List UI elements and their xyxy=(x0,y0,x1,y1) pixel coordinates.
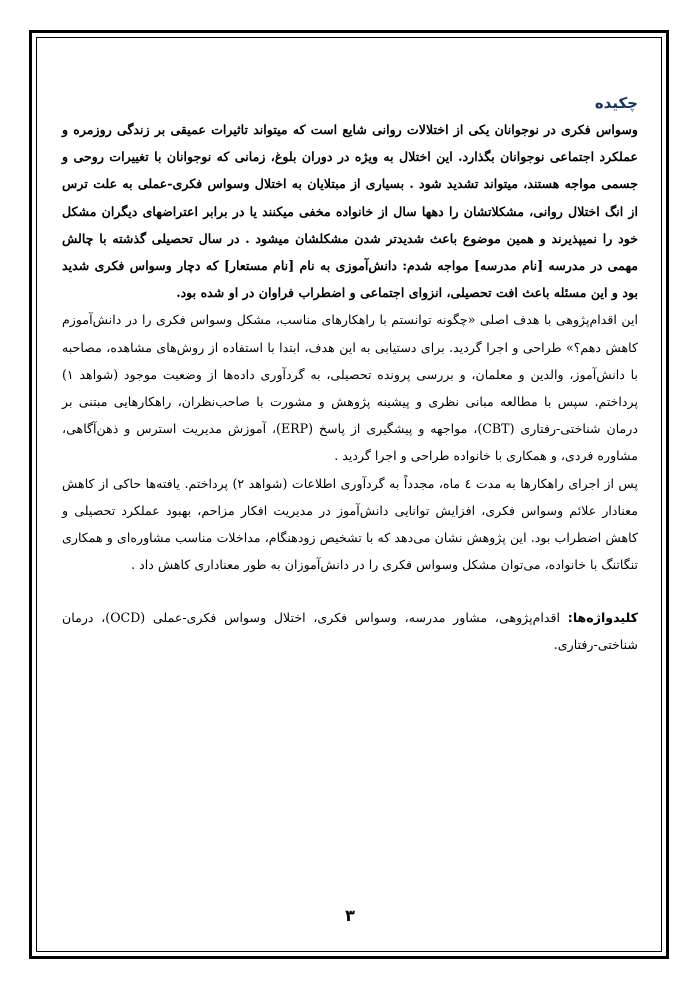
abstract-paragraph-1: وسواس فکری در نوجوانان یکی از اختلالات روانی شایع است که میتواند تاثیرات عمیقی بر زندگی روزمره و عملکرد اجتماعی نوجوانان بگذارد. این اختلال به ویژه در دوران بلوغ، زمانی که نوجوانان با تغییرات روحی و جسمی مواجه هستند، میتواند تشدید شود . بسیاری از مبتلایان به اختلال وسواس فکری-عملی به علت ترس از انگ اختلال روانی، مشکلاتشان را دهها سال از خانواده مخفی میکنند یا در برابر اعتراضهای دیگران مشکل خود را نمیپذیرند و همین موضوع باعث شدیدتر شدن مشکلشان میشود . در سال تحصیلی گذشته با چالش مهمی در مدرسه [نام مدرسه] مواجه شدم: دانش‌آموزی به نام [نام مستعار] که دچار وسواس فکری شدید بود و این مسئله باعث افت تحصیلی، انزوای اجتماعی و اضطراب فراوان در او شده بود. xyxy=(62,122,638,301)
abstract-heading: چکیده xyxy=(594,94,638,112)
keywords-text: اقدام‌پژوهی، مشاور مدرسه، وسواس فکری، اختلال وسواس فکری-عملی (OCD)، درمان شناختی-رفتاری. xyxy=(62,610,638,653)
keywords-label: کلیدواژه‌ها: xyxy=(567,610,638,626)
abstract-section xyxy=(62,92,638,658)
abstract-paragraph-3: پس از اجرای راهکارها به مدت ٤ ماه، مجدداً به گردآوری اطلاعات (شواهد ۲) پرداختم. یافته‌ها حاکی از کاهش معنادار علائم وسواس فکری، افزایش توانایی دانش‌آموز در مدیریت افکار مزاحم، بهبود عملکرد تحصیلی و کاهش اضطراب بود. این پژوهش نشان می‌دهد که با تشخیص زودهنگام، مداخلات مناسب مشاوره‌ای و همکاری تنگاتنگ با خانواده، می‌توان مشکل وسواس فکری را در دانش‌آموزان به طور معناداری کاهش داد . xyxy=(62,475,638,573)
page-number: ۳ xyxy=(345,906,355,925)
abstract-paragraph-2: این اقدام‌پژوهی با هدف اصلی «چگونه توانستم با راهکارهای مناسب، مشکل وسواس فکری را در دانش‌آموزم کاهش دهم؟» طراحی و اجرا گردید. برای دستیابی به این هدف، ابتدا با استفاده از روش‌های مشاهده، مصاحبه با دانش‌آموز، والدین و معلمان، و بررسی پرونده تحصیلی، به گردآوری داده‌ها از وضعیت موجود (شواهد ۱) پرداختم. سپس با مطالعه مبانی نظری و پیشینه پژوهش و مشورت با صاحب‌نظران، راهکارهایی مبتنی بر درمان شناختی-رفتاری (CBT)، مواجهه و پیشگیری از پاسخ (ERP)، آموزش مدیریت استرس و ذهن‌آگاهی، مشاوره فردی، و همکاری با خانواده طراحی و اجرا گردید . xyxy=(62,312,638,464)
keywords-paragraph xyxy=(62,604,638,658)
